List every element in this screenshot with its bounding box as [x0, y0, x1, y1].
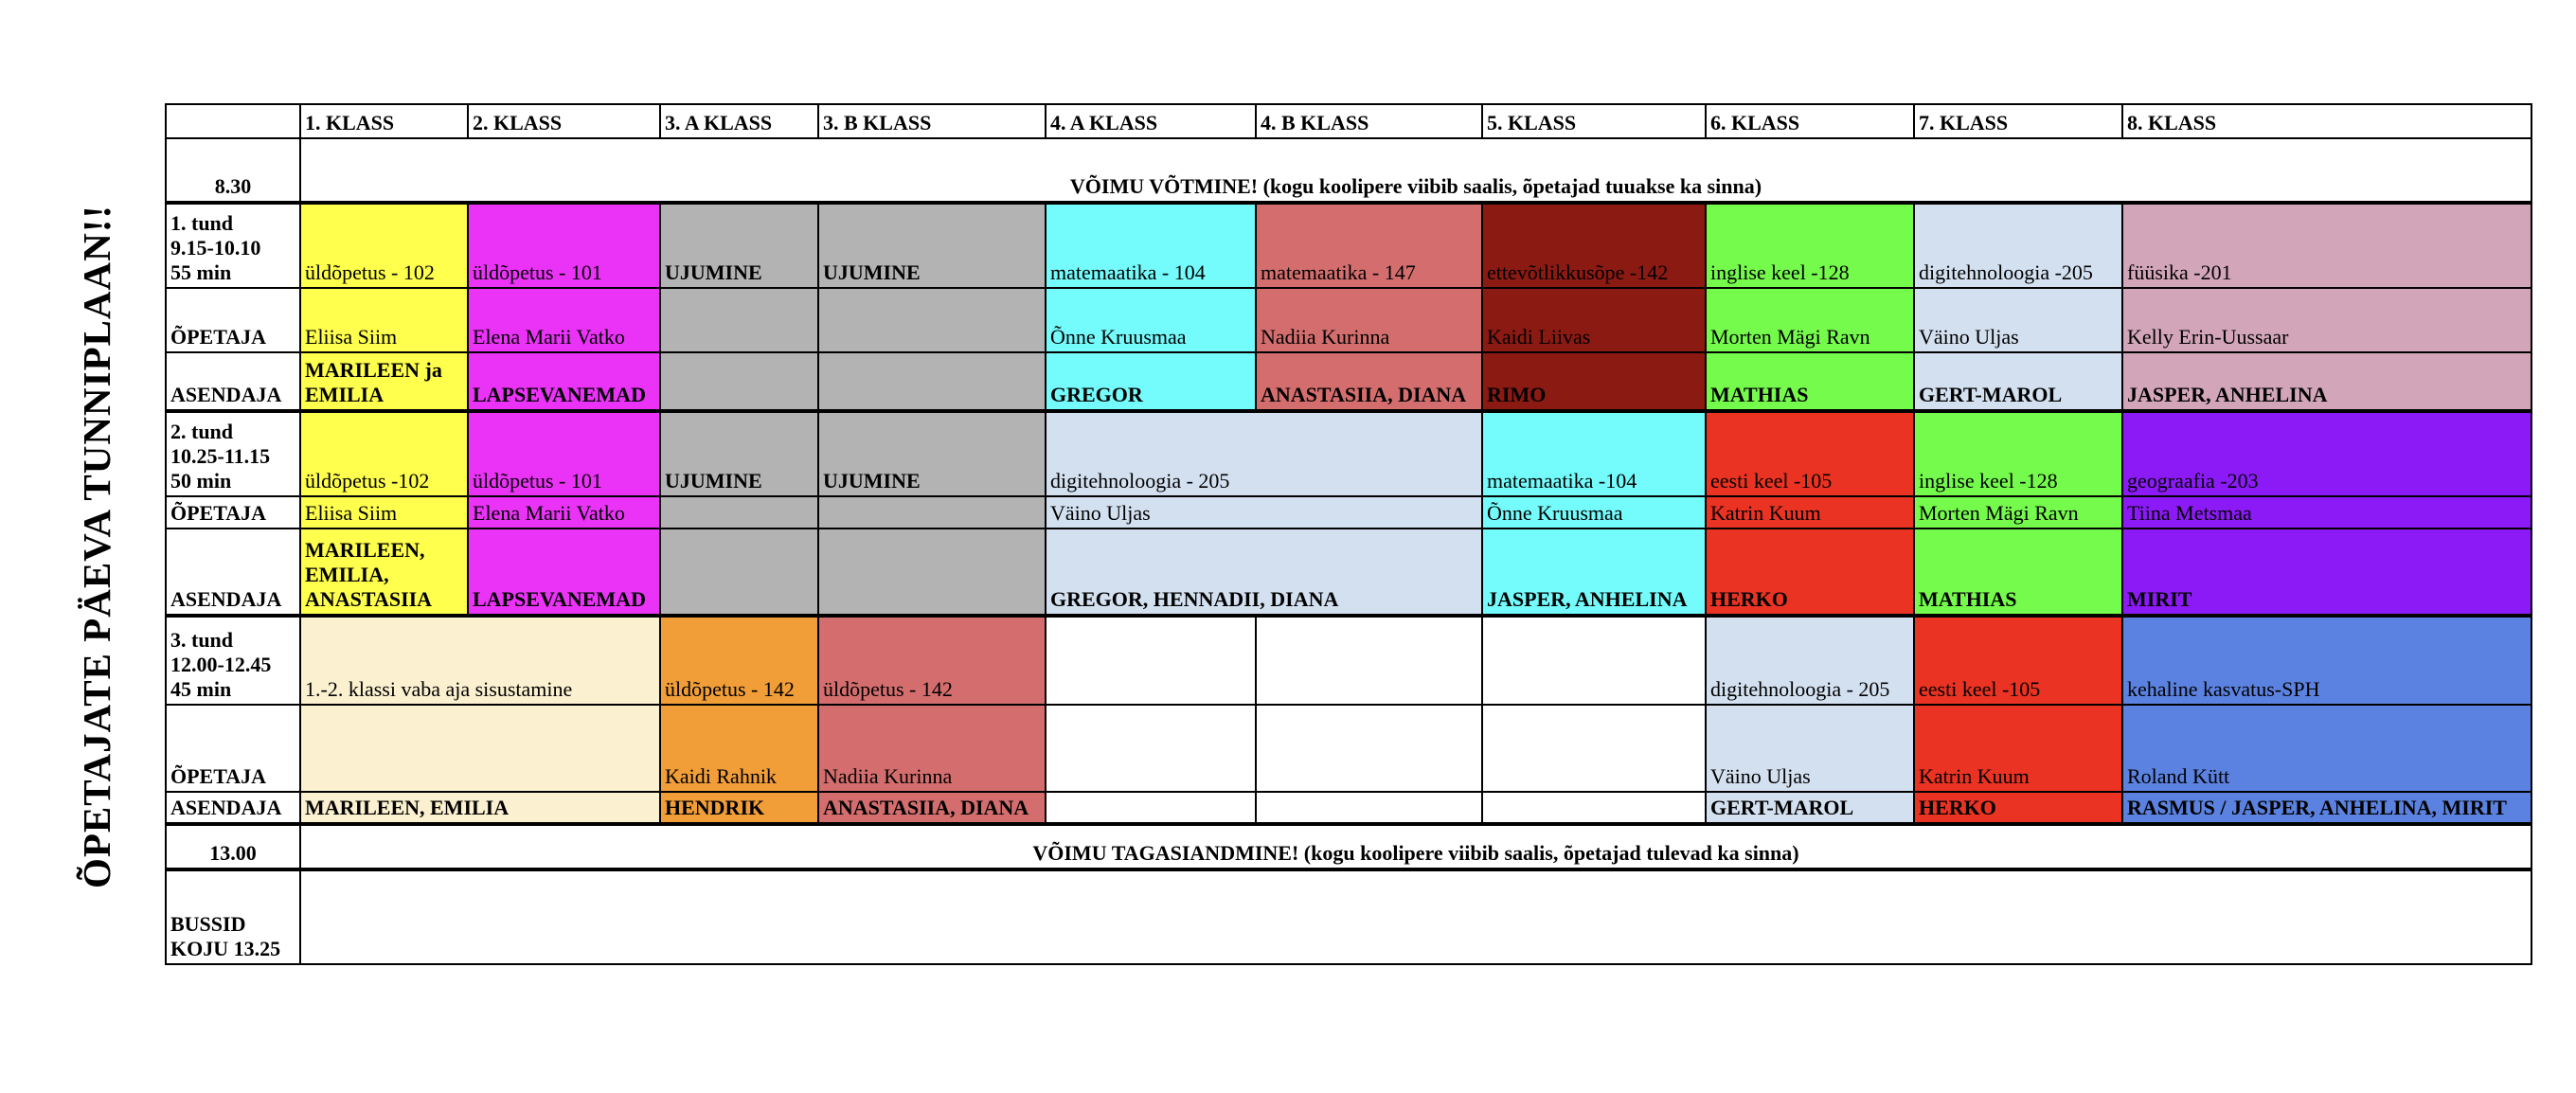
lesson3-teacher-klass-7: Katrin Kuum [1914, 705, 2122, 792]
lesson3-teacher-klass-6: Väino Uljas [1706, 705, 1914, 792]
lesson1-sub-klass-5: RIMO [1482, 352, 1706, 411]
lesson3-subject-klass-6: digitehnoloogia - 205 [1706, 616, 1914, 705]
lesson3-sub-row [166, 792, 2531, 824]
lesson1-teacher-row [166, 288, 2531, 352]
lesson3-teacher-row [166, 705, 2531, 792]
lesson2-teacher-klass-6: Katrin Kuum [1706, 496, 1914, 529]
lesson2-label-name: 2. tund [170, 420, 234, 443]
lesson1-teacher-klass-1: Eliisa Siim [300, 288, 468, 352]
lesson2-teacher-klass-4ab: Väino Uljas [1046, 496, 1482, 529]
lesson2-sub-klass-6: HERKO [1706, 529, 1914, 616]
lesson2-label-duration: 50 min [170, 469, 232, 493]
lesson3-subject-klass-8: kehaline kasvatus-SPH [2122, 616, 2531, 705]
lesson2-sub-klass-8: MIRIT [2122, 529, 2531, 616]
lesson3-subject-row [166, 616, 2531, 705]
lesson2-sub-row [166, 529, 2531, 616]
lesson3-label-name: 3. tund [170, 628, 234, 652]
opening-banner: VÕIMU VÕTMINE! (kogu koolipere viibib saalis, õpetajad tuuakse ka sinna) [300, 138, 2531, 203]
lesson1-teacher-klass-6: Morten Mägi Ravn [1706, 288, 1914, 352]
lesson1-sub-klass-6: MATHIAS [1706, 352, 1914, 411]
lesson1-teacher-klass-2: Elena Marii Vatko [468, 288, 660, 352]
lesson2-teacher-klass-2: Elena Marii Vatko [468, 496, 660, 529]
lesson3-teacher-klass-5 [1482, 705, 1706, 792]
closing-time: 13.00 [166, 824, 300, 869]
lesson2-subject-klass-3a: UJUMINE [660, 411, 818, 496]
lesson2-teacher-klass-8: Tiina Metsmaa [2122, 496, 2531, 529]
lesson1-sub-klass-4b: ANASTASIIA, DIANA [1256, 352, 1482, 411]
lesson1-subject-klass-2: üldõpetus - 101 [468, 203, 660, 288]
lesson2-sub-klass-1: MARILEEN, EMILIA, ANASTASIIA [300, 529, 468, 616]
buses-label-line1: BUSSID [170, 912, 246, 936]
lesson1-teacher-klass-8: Kelly Erin-Uussaar [2122, 288, 2531, 352]
header-klass-3a: 3. A KLASS [660, 104, 818, 138]
lesson2-label [166, 411, 300, 496]
lesson2-subject-klass-1: üldõpetus -102 [300, 411, 468, 496]
lesson3-sub-klass-1-2: MARILEEN, EMILIA [300, 792, 660, 824]
header-klass-2: 2. KLASS [468, 104, 660, 138]
lesson1-subject-row [166, 203, 2531, 288]
lesson1-subject-klass-4a: matemaatika - 104 [1046, 203, 1256, 288]
lesson2-subject-klass-8: geograafia -203 [2122, 411, 2531, 496]
lesson2-teacher-klass-7: Morten Mägi Ravn [1914, 496, 2122, 529]
header-klass-5: 5. KLASS [1482, 104, 1706, 138]
lesson2-subject-klass-2: üldõpetus - 101 [468, 411, 660, 496]
buses-label-line2: KOJU 13.25 [170, 937, 281, 960]
lesson3-sub-klass-4a [1046, 792, 1256, 824]
lesson2-teacher-klass-5: Õnne Kruusmaa [1482, 496, 1706, 529]
lesson3-sub-label: ASENDAJA [166, 792, 300, 824]
lesson1-subject-klass-8: füüsika -201 [2122, 203, 2531, 288]
timetable [165, 103, 2532, 965]
lesson1-teacher-klass-7: Väino Uljas [1914, 288, 2122, 352]
header-klass-8: 8. KLASS [2122, 104, 2531, 138]
lesson2-subject-klass-5: matemaatika -104 [1482, 411, 1706, 496]
buses-content [300, 869, 2531, 964]
lesson1-label-duration: 55 min [170, 260, 232, 284]
side-title [68, 0, 125, 1093]
lesson3-subject-klass-5 [1482, 616, 1706, 705]
lesson3-label [166, 616, 300, 705]
lesson1-teacher-klass-3b [818, 288, 1046, 352]
lesson2-subject-klass-4ab: digitehnoloogia - 205 [1046, 411, 1482, 496]
opening-time: 8.30 [166, 138, 300, 203]
lesson2-teacher-klass-1: Eliisa Siim [300, 496, 468, 529]
lesson3-teacher-klass-4b [1256, 705, 1482, 792]
lesson1-sub-label: ASENDAJA [166, 352, 300, 411]
lesson3-subject-klass-3b: üldõpetus - 142 [818, 616, 1046, 705]
lesson3-sub-klass-3b: ANASTASIIA, DIANA [818, 792, 1046, 824]
lesson1-sub-klass-7: GERT-MAROL [1914, 352, 2122, 411]
lesson2-sub-klass-2: LAPSEVANEMAD [468, 529, 660, 616]
lesson2-subject-klass-7: inglise keel -128 [1914, 411, 2122, 496]
lesson3-label-time: 12.00-12.45 [170, 653, 272, 676]
lesson3-sub-klass-8: RASMUS / JASPER, ANHELINA, MIRIT [2122, 792, 2531, 824]
lesson2-sub-klass-7: MATHIAS [1914, 529, 2122, 616]
lesson1-subject-klass-3a: UJUMINE [660, 203, 818, 288]
lesson3-teacher-klass-3b: Nadiia Kurinna [818, 705, 1046, 792]
lesson2-sub-klass-5: JASPER, ANHELINA [1482, 529, 1706, 616]
lesson1-subject-klass-4b: matemaatika - 147 [1256, 203, 1482, 288]
lesson1-teacher-klass-4a: Õnne Kruusmaa [1046, 288, 1256, 352]
lesson1-sub-klass-8: JASPER, ANHELINA [2122, 352, 2531, 411]
lesson2-sub-klass-3b [818, 529, 1046, 616]
header-klass-4b: 4. B KLASS [1256, 104, 1482, 138]
lesson3-sub-klass-4b [1256, 792, 1482, 824]
lesson3-sub-klass-6: GERT-MAROL [1706, 792, 1914, 824]
lesson1-subject-klass-5: ettevõtlikkusõpe -142 [1482, 203, 1706, 288]
lesson1-subject-klass-7: digitehnoloogia -205 [1914, 203, 2122, 288]
lesson3-sub-klass-7: HERKO [1914, 792, 2122, 824]
lesson2-subject-klass-3b: UJUMINE [818, 411, 1046, 496]
lesson2-subject-row [166, 411, 2531, 496]
lesson2-sub-klass-4ab: GREGOR, HENNADII, DIANA [1046, 529, 1482, 616]
lesson1-sub-klass-3b [818, 352, 1046, 411]
lesson1-subject-klass-1: üldõpetus - 102 [300, 203, 468, 288]
lesson2-subject-klass-6: eesti keel -105 [1706, 411, 1914, 496]
lesson3-teacher-label: ÕPETAJA [166, 705, 300, 792]
lesson1-label [166, 203, 300, 288]
lesson3-sub-klass-5 [1482, 792, 1706, 824]
lesson3-subject-klass-4b [1256, 616, 1482, 705]
lesson1-label-time: 9.15-10.10 [170, 236, 261, 260]
lesson1-sub-klass-4a: GREGOR [1046, 352, 1256, 411]
header-corner [166, 104, 300, 138]
lesson1-teacher-label: ÕPETAJA [166, 288, 300, 352]
lesson3-subject-klass-3a: üldõpetus - 142 [660, 616, 818, 705]
lesson1-teacher-klass-3a [660, 288, 818, 352]
header-klass-4a: 4. A KLASS [1046, 104, 1256, 138]
buses-label [166, 869, 300, 964]
buses-row [166, 869, 2531, 964]
closing-banner: VÕIMU TAGASIANDMINE! (kogu koolipere viibib saalis, õpetajad tulevad ka sinna) [300, 824, 2531, 869]
header-klass-1: 1. KLASS [300, 104, 468, 138]
lesson2-teacher-klass-3b [818, 496, 1046, 529]
lesson2-teacher-row [166, 496, 2531, 529]
lesson3-teacher-klass-4a [1046, 705, 1256, 792]
lesson3-subject-klass-4a [1046, 616, 1256, 705]
lesson1-label-name: 1. tund [170, 211, 234, 235]
closing-row [166, 824, 2531, 869]
lesson3-subject-klass-7: eesti keel -105 [1914, 616, 2122, 705]
lesson3-subject-klass-1-2: 1.-2. klassi vaba aja sisustamine [300, 616, 660, 705]
lesson3-teacher-klass-8: Roland Kütt [2122, 705, 2531, 792]
header-klass-7: 7. KLASS [1914, 104, 2122, 138]
lesson1-teacher-klass-5: Kaidi Liivas [1482, 288, 1706, 352]
header-klass-6: 6. KLASS [1706, 104, 1914, 138]
lesson2-teacher-klass-3a [660, 496, 818, 529]
lesson2-sub-label: ASENDAJA [166, 529, 300, 616]
lesson1-sub-klass-1: MARILEEN ja EMILIA [300, 352, 468, 411]
header-klass-3b: 3. B KLASS [818, 104, 1046, 138]
lesson2-teacher-label: ÕPETAJA [166, 496, 300, 529]
lesson1-subject-klass-3b: UJUMINE [818, 203, 1046, 288]
lesson2-sub-klass-3a [660, 529, 818, 616]
lesson1-teacher-klass-4b: Nadiia Kurinna [1256, 288, 1482, 352]
lesson1-sub-klass-2: LAPSEVANEMAD [468, 352, 660, 411]
header-row [166, 104, 2531, 138]
lesson3-sub-klass-3a: HENDRIK [660, 792, 818, 824]
lesson2-label-time: 10.25-11.15 [170, 444, 271, 468]
lesson3-teacher-klass-1-2 [300, 705, 660, 792]
lesson3-label-duration: 45 min [170, 677, 232, 701]
opening-row [166, 138, 2531, 203]
lesson1-sub-klass-3a [660, 352, 818, 411]
lesson1-sub-row [166, 352, 2531, 411]
lesson3-teacher-klass-3a: Kaidi Rahnik [660, 705, 818, 792]
lesson1-subject-klass-6: inglise keel -128 [1706, 203, 1914, 288]
side-title-text: ÕPETAJATE PÄEVA TUNNIPLAAN!! [75, 204, 119, 889]
